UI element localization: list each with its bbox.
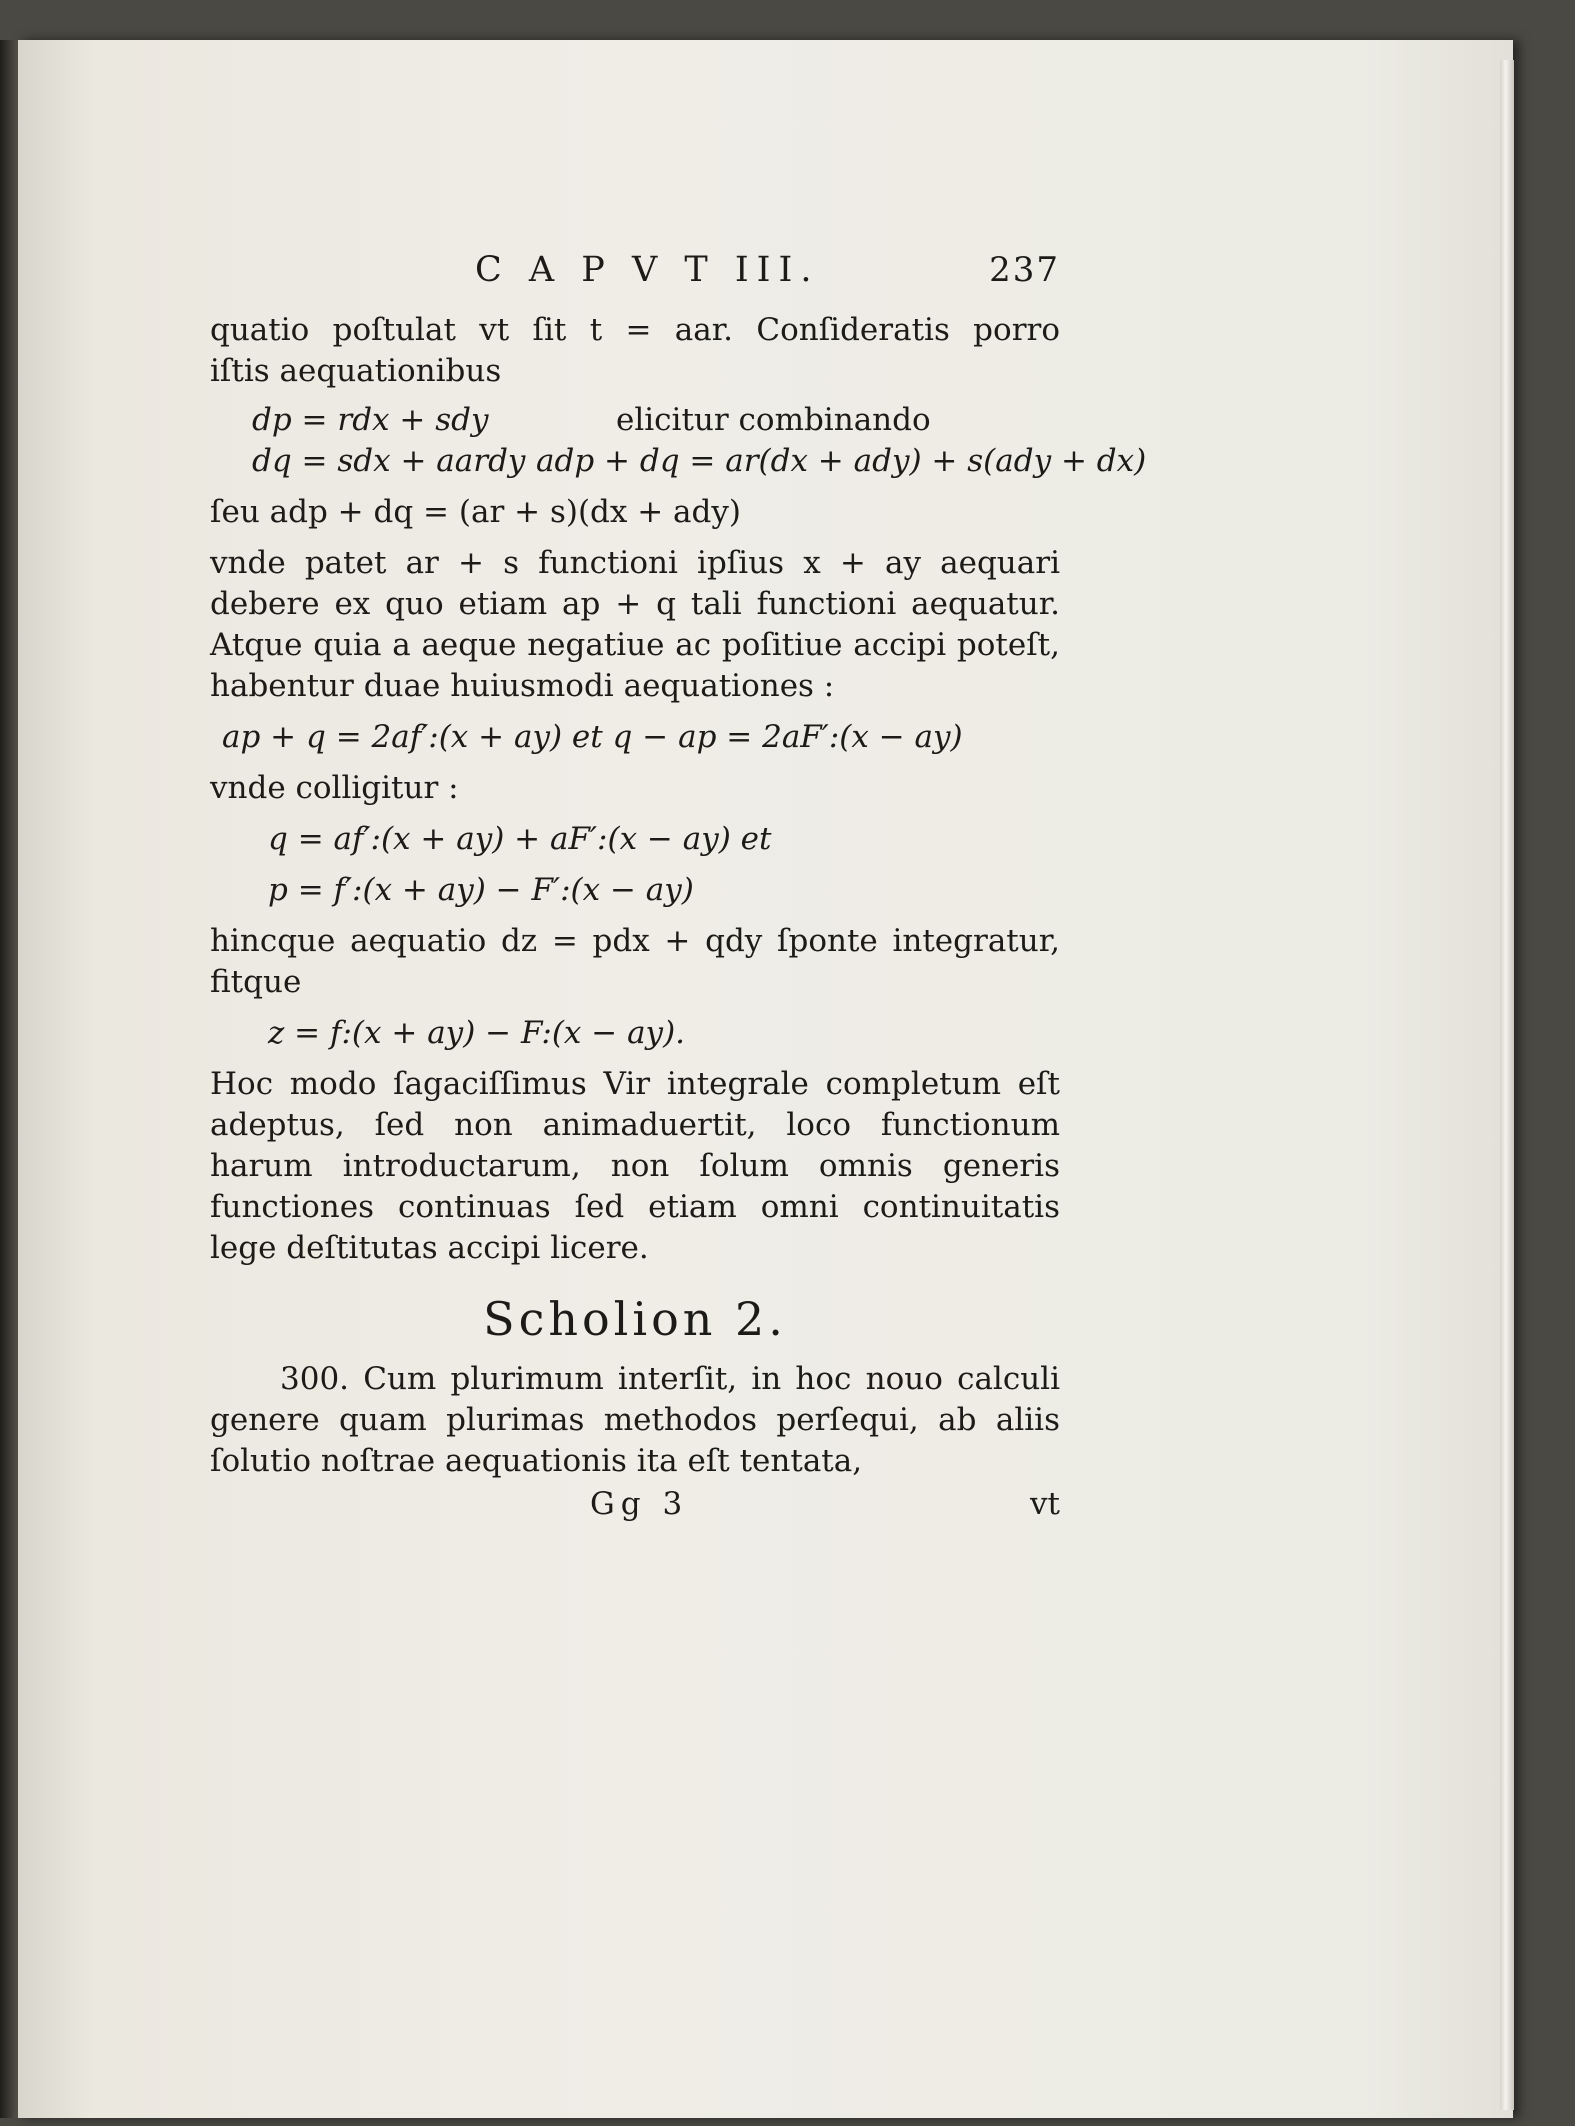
equation: z = f:(x + ay) − F:(x − ay). xyxy=(268,1015,686,1051)
equation: ap + q = 2af′:(x + ay) et q − ap = 2aF′:(x − ay) xyxy=(222,719,963,755)
equation-system-right xyxy=(522,400,1146,482)
page-footer xyxy=(210,1484,1060,1528)
paragraph: Hoc modo ſagaciſſimus Vir integrale completum eſt adeptus, ſed non animaduertit, loco functionum harum introductarum, non ſolum omnis generis functiones continuas ſed etiam omni continuitatis lege deſtitutas accipi licere. xyxy=(210,1066,1060,1266)
page-content xyxy=(210,250,1147,1528)
running-head: C A P V T III. xyxy=(475,250,820,290)
paragraph: vnde patet ar + s functioni ipſius x + ay aequari debere ex quo etiam ap + q tali functioni aequatur. Atque quia a aeque negatiue ac poſitiue accipi poteſt, habentur duae huiusmodi aequationes : xyxy=(210,545,1060,704)
page-header xyxy=(210,250,1060,310)
equation: dp = rdx + sdy xyxy=(252,402,489,438)
text-line: iſtis aequationibus xyxy=(210,353,502,389)
text-line: quatio poſtulat vt ſit t = aar. Conſideratis porro xyxy=(210,312,1060,348)
page-number: 237 xyxy=(989,250,1060,290)
paragraph: 300. Cum plurimum interſit, in hoc nouo calculi genere quam plurimas methodos perſequi, ab aliis ſolutio noſtrae aequationis ita eſt tentata, xyxy=(210,1361,1060,1479)
equation-system xyxy=(210,400,1147,482)
text-line: vnde colligitur : xyxy=(210,770,459,806)
catchword: vt xyxy=(1030,1486,1060,1522)
equation-caption: elicitur combinando xyxy=(616,402,931,438)
equation: adp + dq = ar(dx + ady) + s(ady + dx) xyxy=(536,443,1147,479)
page-edge xyxy=(1500,60,1514,2110)
equation: dq = sdx + aardy xyxy=(252,443,526,479)
paragraph: hincque aequatio dz = pdx + qdy ſponte integratur, fitque xyxy=(210,923,1060,1000)
equation: p = f′:(x + ay) − F′:(x − ay) xyxy=(268,872,694,908)
signature-mark: Gg 3 xyxy=(590,1486,689,1522)
equation: q = af′:(x + ay) + aF′:(x − ay) et xyxy=(268,821,772,857)
equation-system-left xyxy=(210,400,526,482)
section-heading: Scholion 2. xyxy=(483,1292,787,1346)
equation: ſeu adp + dq = (ar + s)(dx + ady) xyxy=(210,494,741,530)
